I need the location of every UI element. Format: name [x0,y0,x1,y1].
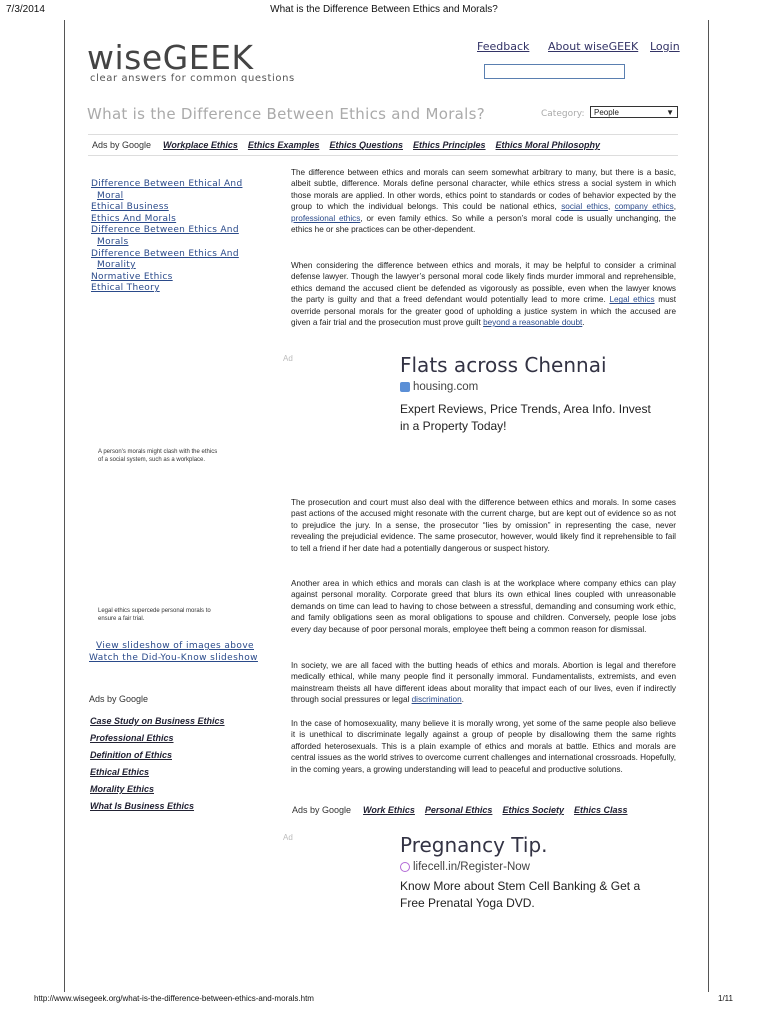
category-value: People [594,108,619,117]
toc-item[interactable]: Ethical Business [91,202,169,213]
side-ad-link[interactable]: Professional Ethics [90,733,174,743]
left-frame-line [64,20,65,992]
link-social-ethics[interactable]: social ethics [561,202,608,212]
article-paragraph-6: In the case of homosexuality, many believe it is morally wrong, yet some of the same people also believe it is unethical to discriminate legally against a group of people by disallowing them the same rights afforded heterosexuals. This is a plain example of ethics and morals at battle. Ethics and morals are central issues as the world strives to overcome current challenges and international crossroads. Hopefully, in the coming years, a growing understanding will lead to peaceful and productive solutions. [291,719,676,774]
toc-item[interactable]: Ethics And Morals [91,213,177,224]
ad-domain[interactable]: housing.com [400,381,478,393]
ad-link-ethics-examples[interactable]: Ethics Examples [247,140,320,150]
ad-tag: Ad [283,354,293,363]
category-select[interactable] [590,106,678,118]
print-date: 7/3/2014 [6,4,45,15]
side-ad-link[interactable]: Definition of Ethics [90,750,172,760]
side-ads-label: Ads by Google [89,694,149,704]
ad-link-ethics-class[interactable]: Ethics Class [573,805,628,815]
ad-link-ethics-principles[interactable]: Ethics Principles [413,140,486,150]
toc-item[interactable]: Ethical Theory [91,283,160,294]
ad-link-ethics-moral-philosophy[interactable]: Ethics Moral Philosophy [495,140,601,150]
ad-description: Expert Reviews, Price Trends, Area Info. Invest in a Property Today! [400,402,651,433]
feedback-link[interactable]: Feedback [477,40,530,53]
print-url: http://www.wisegeek.org/what-is-the-difference-between-ethics-and-morals.htm [34,994,314,1003]
logo-geek: GEEK [162,38,254,77]
dropdown-arrow-icon: ▼ [666,108,674,117]
ad-description: Know More about Stem Cell Banking & Get a Free Prenatal Yoga DVD. [400,879,641,910]
ad-bar-top [88,134,678,156]
category-label: Category: [541,109,585,119]
related-topics-list [91,179,261,295]
ad-link-ethics-questions[interactable]: Ethics Questions [329,140,403,150]
login-link[interactable]: Login [650,40,680,53]
link-company-ethics[interactable]: company ethics [614,202,674,212]
toc-item[interactable]: Difference Between Ethics And Morals [91,225,239,247]
side-ad-link[interactable]: Morality Ethics [90,784,155,794]
ad-title-pregnancy[interactable]: Pregnancy Tip. [400,833,548,857]
print-page-number: 1/11 [718,994,733,1003]
logo-wise: wise [87,38,163,77]
ad-favicon-icon [400,862,410,872]
print-title: What is the Difference Between Ethics and Morals? [270,4,498,15]
site-logo[interactable] [87,38,254,77]
article-paragraph-4: Another area in which ethics and morals can clash is at the workplace where company ethics can play against personal morality. Corporate greed that blurs its own ethical lines coupled with unreasonable demands on time can lead to having to chose between a stressful, demanding and consuming work ethic, and family obligations seen as moral obligations to spouse and children. Conversely, people lose jobs every day because of poor personal morals, employee theft being a common reason for dismissal. [291,579,676,634]
article-paragraph-2: When considering the difference between ethics and morals, it may be helpful to consider a criminal defense lawyer. Though the lawyer’s personal moral code likely finds murder immoral and reprehensible, ethics demand the accused client be defended as vigorously as possible, even when the lawyer knows the party is guilty and that a freed defendant would potentially lead to more crime. Legal ethics must override personal morals for the greater good of upholding a justice system in which the accused are given a fair trial and the prosecution must prove guilt beyond a reasonable doubt. [291,261,676,328]
image-caption: A person's morals might clash with the ethics of a social system, such as a workplace. [98,449,218,463]
side-ad-link[interactable]: Case Study on Business Ethics [90,716,225,726]
side-ad-link[interactable]: What Is Business Ethics [90,801,195,811]
ad-tag: Ad [283,833,293,842]
search-input[interactable] [484,64,625,79]
toc-item[interactable]: Normative Ethics [91,271,173,282]
article-paragraph-1: The difference between ethics and morals can seem somewhat arbitrary to many, but there is a basic, albeit subtle, difference. Morals define personal character, while ethics stress a social system in which those morals are applied. In other words, ethics point to standards or codes of behavior expected by the group to which the individual belongs. This could be national ethics, social ethics, company ethics, professional ethics, or even family ethics. So while a person’s moral code is usually unchanging, the ethics he or she practices can be other-dependent. [291,168,676,235]
article-paragraph-5: In society, we are all faced with the butting heads of ethics and morals. Abortion is legal and therefore medically ethical, while many people find it personally immoral. Fundamentalists, extremists, and even mainstream theists all have different ideas about morality that impact each of our lives, even if indirectly through social pressures or legal discrimination. [291,661,676,705]
right-frame-line [708,20,709,992]
toc-item[interactable]: Difference Between Ethical And Moral [91,179,243,201]
ads-by-google-label: Ads by Google [92,140,152,150]
link-reasonable-doubt[interactable]: beyond a reasonable doubt [483,318,583,328]
ad-favicon-icon [400,382,410,392]
article-paragraph-3: The prosecution and court must also deal with the difference between ethics and morals. In some cases past actions of the accused might resonate with the current charge, but are kept out of evidence so as not to prejudice the jury. In a sense, the prosecutor “lies by omission” in representing the case, never revealing the prejudicial evidence. The same prosecutor, however, would likely find it reprehensible to fail to tell a friend if her date had a potentially dangerous or suspect history. [291,498,676,553]
ad-link-personal-ethics[interactable]: Personal Ethics [424,805,493,815]
view-slideshow-link[interactable]: View slideshow of images above [96,641,254,651]
ad-link-workplace-ethics[interactable]: Workplace Ethics [163,140,238,150]
about-link[interactable]: About wiseGEEK [548,40,639,53]
ad-link-ethics-society[interactable]: Ethics Society [502,805,564,815]
link-legal-ethics[interactable]: Legal ethics [609,295,655,305]
image-caption: Legal ethics supercede personal morals to ensure a fair trial. [98,608,211,622]
side-ad-link[interactable]: Ethical Ethics [90,767,150,777]
ad-title-flats[interactable]: Flats across Chennai [400,353,607,377]
site-tagline: clear answers for common questions [90,73,295,84]
toc-item[interactable]: Difference Between Ethics And Morality [91,248,239,271]
page-title: What is the Difference Between Ethics and Morals? [87,105,486,123]
slideshow-links [89,640,258,664]
ad-link-work-ethics[interactable]: Work Ethics [363,805,415,815]
did-you-know-slideshow-link[interactable]: Watch the Did-You-Know slideshow [89,653,258,663]
ads-by-google-label: Ads by Google [292,805,352,815]
link-professional-ethics[interactable]: professional ethics [291,213,361,223]
side-ads-list [90,716,225,818]
ad-bar-bottom [290,800,678,820]
link-discrimination[interactable]: discrimination [411,695,462,705]
ad-domain[interactable]: lifecell.in/Register-Now [400,861,530,873]
